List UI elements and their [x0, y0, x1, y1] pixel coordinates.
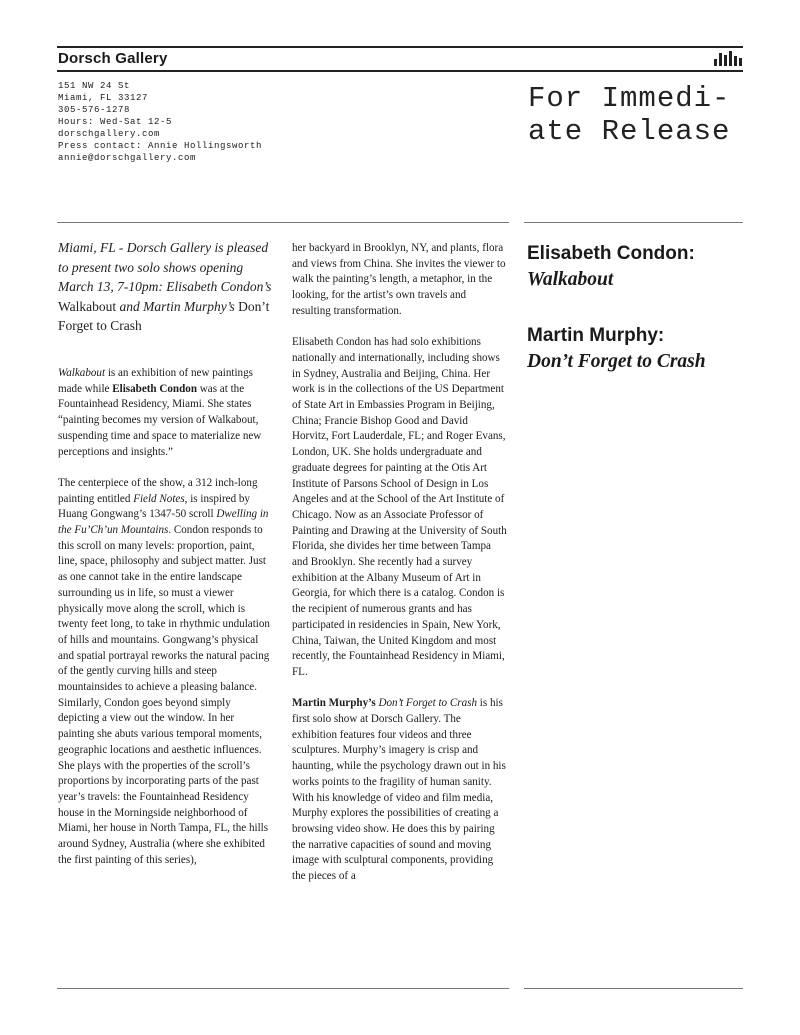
crash-title: Don’t Forget to Crash [378, 697, 478, 710]
lead-paragraph [58, 238, 272, 336]
text-run: is his first solo show at Dorsch Gallery. The exhibition features four videos and three sculptures. Murphy’s imagery is crisp and haunting, while the psychology drawn out in his works points to the fragility of human sanity. With his knowledge of video and film media, Murphy explores the possibilities of creating a browsing video show. He does this by pairing the narrative capacities of sound and moving image with sculptural components, providing the pieces of a [292, 697, 506, 883]
right-bottom-divider [524, 988, 743, 989]
walkabout-paragraph [58, 366, 273, 460]
sidebar-exhibition-2 [527, 323, 747, 375]
email-line: annie@dorschgallery.com [58, 153, 197, 163]
text-run: , is inspired by Huang Gongwang’s 1347-50 scroll [58, 492, 250, 521]
field-notes-title: Field Notes [133, 492, 185, 505]
left-bottom-divider [57, 988, 509, 989]
lead-connector: and Martin Murphy’s [116, 298, 239, 314]
address-line: 151 NW 24 St [58, 81, 131, 91]
text-run: . Condon responds to this scroll on many levels: proportion, paint, line, space, philosophy and subject matter. Just as one cannot take in the entire landscape surrounding us in life, so must a viewer physically move along the scroll, which is twenty feet long, to take in rhythmic undulation of hills and mountains. Gongwang’s physical and spatial portrayal reworks the natural pacing of the gently curving hills and steep mountainsides to achieve a pleasing balance. Similarly, Condon goes beyond simply depicting a view out the window. In her painting she abuts various temporal moments, geographic locations and aesthetic influences. She plays with the properties of the scroll’s proportions by incorporating parts of the past year’s travels: the Fountainhead Residency house in the Morningside neighborhood of Miami, her house in North Tampa, FL, the hills around Sydney, Australia (where she exhibited the first painting of this series), [58, 524, 270, 866]
body-column-1 [58, 366, 273, 884]
gallery-name: Dorsch Gallery [58, 50, 168, 67]
artist-name-murphy: Martin Murphy’s [292, 697, 376, 710]
release-line-2: ate Release [528, 115, 731, 148]
header-bottom-rule [57, 70, 743, 72]
murphy-paragraph [292, 696, 507, 884]
press-contact-line: Press contact: Annie Hollingsworth [58, 141, 263, 151]
walkabout-title: Walkabout [58, 367, 106, 379]
artist-name-condon: Elisabeth Condon [112, 382, 197, 395]
scroll-title: Dwelling in the Fu’Ch’un Mountains [58, 508, 269, 537]
lead-intro: Miami, FL - Dorsch Gallery is pleased to present two solo shows opening March 13, 7-10pm: Elisabeth Condon’s [58, 240, 272, 294]
contact-block [58, 80, 262, 164]
centerpiece-paragraph [58, 476, 273, 869]
release-heading [528, 82, 730, 148]
bars-logo-icon [714, 51, 742, 67]
city-line: Miami, FL 33127 [58, 93, 149, 103]
text-run: is an exhibition of new paintings made while [58, 367, 253, 395]
body-column-2 [292, 241, 507, 900]
website-line: dorschgallery.com [58, 129, 161, 139]
condon-bio-paragraph: Elisabeth Condon has had solo exhibitions nationally and internationally, including shows in Sydney, Australia and Beijing, China. Her work is in the collections of the US Department of State Art in Embassies Program in Beijing, China; Francie Bishop Good and David Horvitz, Fort Lauderdale, FL; and Roger Evans, London, UK. She holds undergraduate and graduate degrees for painting at the Otis Art Institute of Parsons School of Design in Los Angeles and at the School of the Art Institute of Chicago. Now as an Associate Professor of Painting and Drawing at the University of South Florida, she divides her time between Tampa and Brooklyn. She recently had a survey exhibition at the Albany Museum of Art in Georgia, for which there is a catalog. Condon is the recipient of numerous grants and has participated in residencies in Spain, New York, China, Taiwan, the United Kingdom and most recently, the Fountainhead Residency in Miami, FL. [292, 336, 507, 678]
text-run: The centerpiece of the show, a 312 inch-long painting entitled [58, 476, 258, 505]
lead-show-walkabout: Walkabout [58, 298, 117, 314]
sidebar-artist-1: Elisabeth Condon: [527, 243, 695, 264]
release-line-1: For Immedi- [528, 82, 731, 115]
phone-line: 305-576-1278 [58, 105, 131, 115]
sidebar-show-2: Don’t Forget to Crash [527, 351, 706, 372]
right-top-divider [524, 222, 743, 223]
header-top-rule [57, 46, 743, 48]
sidebar-show-1: Walkabout [527, 269, 614, 290]
hours-line: Hours: Wed-Sat 12-5 [58, 117, 173, 127]
sidebar-artist-2: Martin Murphy: [527, 325, 665, 346]
text-run: was at the Fountainhead Residency, Miami. She states “painting becomes my version of Walkabout, suspending time and space to materialize new perceptions and insights.” [58, 382, 262, 458]
continuation-paragraph: her backyard in Brooklyn, NY, and plants, flora and views from China. She invites the viewer to walk the painting’s length, a metaphor, in the looking, for the artist’s own travels and resulting transformation. [292, 242, 506, 317]
sidebar-exhibition-1 [527, 241, 747, 293]
lead-show-crash: Don’t Forget to Crash [58, 298, 270, 333]
left-top-divider [57, 222, 509, 223]
